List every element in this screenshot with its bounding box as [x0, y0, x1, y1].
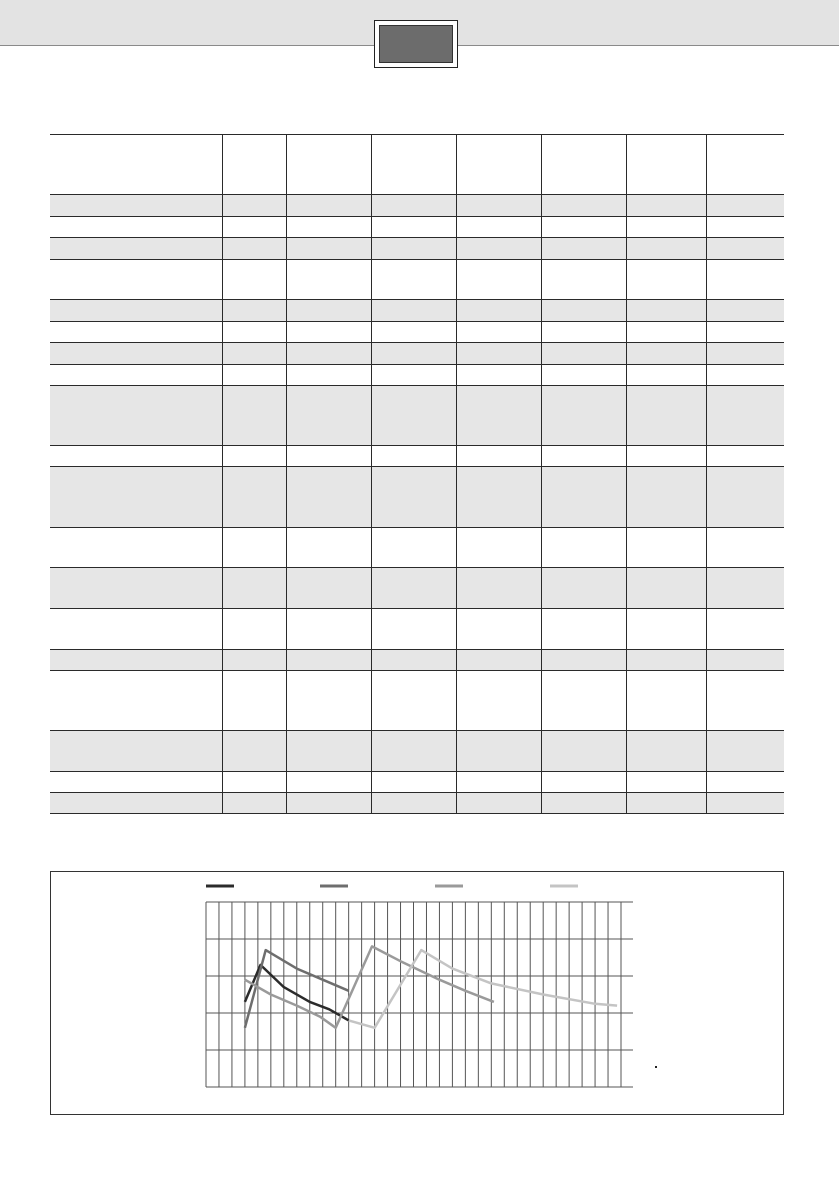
row-label-cell: [50, 609, 222, 650]
value-cell: [371, 772, 456, 793]
value-cell: [706, 568, 784, 609]
table-row: [50, 568, 784, 609]
value-cell: [541, 322, 626, 343]
value-cell: [371, 793, 456, 814]
value-cell: [706, 343, 784, 365]
value-cell: [626, 772, 706, 793]
row-label-cell: [50, 671, 222, 731]
table-row: [50, 671, 784, 731]
value-cell: [371, 135, 456, 195]
value-cell: [706, 467, 784, 528]
value-cell: [626, 467, 706, 528]
value-cell: [706, 365, 784, 386]
value-cell: [222, 671, 286, 731]
footnote-mark: [655, 1066, 657, 1068]
table-row: [50, 467, 784, 528]
table-row: [50, 365, 784, 386]
table-header-row: [50, 135, 784, 195]
value-cell: [286, 322, 371, 343]
table-row: [50, 731, 784, 772]
value-cell: [222, 731, 286, 772]
value-cell: [706, 609, 784, 650]
row-label-cell: [50, 568, 222, 609]
value-cell: [371, 260, 456, 300]
value-cell: [456, 260, 541, 300]
row-label-cell: [50, 793, 222, 814]
value-cell: [371, 650, 456, 671]
table-row: [50, 238, 784, 260]
value-cell: [222, 322, 286, 343]
table-row: [50, 300, 784, 322]
value-cell: [456, 609, 541, 650]
value-cell: [541, 731, 626, 772]
value-cell: [626, 793, 706, 814]
value-cell: [626, 238, 706, 260]
value-cell: [541, 217, 626, 238]
value-cell: [706, 238, 784, 260]
value-cell: [706, 260, 784, 300]
value-cell: [371, 300, 456, 322]
value-cell: [541, 343, 626, 365]
row-label-cell: [50, 731, 222, 772]
value-cell: [371, 528, 456, 568]
table-row: [50, 322, 784, 343]
specifications-table: [50, 134, 784, 814]
value-cell: [286, 343, 371, 365]
value-cell: [541, 238, 626, 260]
value-cell: [456, 217, 541, 238]
value-cell: [456, 365, 541, 386]
value-cell: [706, 671, 784, 731]
value-cell: [222, 217, 286, 238]
value-cell: [222, 135, 286, 195]
value-cell: [222, 609, 286, 650]
value-cell: [626, 217, 706, 238]
value-cell: [456, 195, 541, 217]
value-cell: [706, 446, 784, 467]
value-cell: [541, 195, 626, 217]
value-cell: [222, 793, 286, 814]
value-cell: [286, 772, 371, 793]
value-cell: [541, 528, 626, 568]
value-cell: [541, 609, 626, 650]
table-row: [50, 772, 784, 793]
value-cell: [456, 731, 541, 772]
table-row: [50, 195, 784, 217]
value-cell: [626, 671, 706, 731]
value-cell: [286, 609, 371, 650]
row-label-cell: [50, 300, 222, 322]
value-cell: [706, 793, 784, 814]
table-row: [50, 386, 784, 446]
value-cell: [626, 650, 706, 671]
value-cell: [706, 650, 784, 671]
row-label-cell: [50, 365, 222, 386]
value-cell: [371, 731, 456, 772]
value-cell: [286, 467, 371, 528]
value-cell: [286, 446, 371, 467]
value-cell: [626, 446, 706, 467]
value-cell: [456, 793, 541, 814]
value-cell: [222, 343, 286, 365]
value-cell: [456, 343, 541, 365]
row-label-cell: [50, 528, 222, 568]
value-cell: [541, 260, 626, 300]
value-cell: [456, 300, 541, 322]
row-label-cell: [50, 467, 222, 528]
value-cell: [456, 467, 541, 528]
table-row: [50, 217, 784, 238]
value-cell: [286, 195, 371, 217]
table-row: [50, 650, 784, 671]
value-cell: [456, 772, 541, 793]
value-cell: [541, 446, 626, 467]
performance-chart: [51, 872, 783, 1114]
table-row: [50, 793, 784, 814]
value-cell: [286, 650, 371, 671]
row-label-cell: [50, 446, 222, 467]
value-cell: [541, 650, 626, 671]
value-cell: [286, 386, 371, 446]
value-cell: [371, 671, 456, 731]
performance-chart-box: [50, 871, 784, 1115]
value-cell: [222, 528, 286, 568]
value-cell: [222, 568, 286, 609]
value-cell: [541, 386, 626, 446]
value-cell: [371, 195, 456, 217]
value-cell: [222, 300, 286, 322]
value-cell: [222, 238, 286, 260]
value-cell: [626, 731, 706, 772]
value-cell: [541, 793, 626, 814]
value-cell: [456, 650, 541, 671]
value-cell: [371, 343, 456, 365]
value-cell: [222, 650, 286, 671]
value-cell: [626, 260, 706, 300]
value-cell: [222, 772, 286, 793]
value-cell: [456, 568, 541, 609]
value-cell: [371, 386, 456, 446]
value-cell: [706, 731, 784, 772]
table-row: [50, 260, 784, 300]
value-cell: [286, 260, 371, 300]
value-cell: [456, 671, 541, 731]
value-cell: [371, 467, 456, 528]
value-cell: [286, 568, 371, 609]
value-cell: [371, 609, 456, 650]
value-cell: [626, 322, 706, 343]
row-label-cell: [50, 217, 222, 238]
value-cell: [706, 135, 784, 195]
value-cell: [626, 568, 706, 609]
table-row: [50, 609, 784, 650]
value-cell: [706, 195, 784, 217]
value-cell: [286, 300, 371, 322]
value-cell: [456, 322, 541, 343]
value-cell: [456, 238, 541, 260]
value-cell: [541, 467, 626, 528]
value-cell: [286, 793, 371, 814]
row-label-cell: [50, 238, 222, 260]
section-tab: [374, 20, 458, 68]
value-cell: [541, 300, 626, 322]
row-label-cell: [50, 260, 222, 300]
value-cell: [371, 322, 456, 343]
value-cell: [541, 365, 626, 386]
row-label-cell: [50, 135, 222, 195]
row-label-cell: [50, 322, 222, 343]
value-cell: [626, 195, 706, 217]
value-cell: [371, 238, 456, 260]
value-cell: [222, 446, 286, 467]
table-row: [50, 343, 784, 365]
value-cell: [371, 446, 456, 467]
value-cell: [222, 386, 286, 446]
value-cell: [706, 322, 784, 343]
value-cell: [626, 365, 706, 386]
table-row: [50, 446, 784, 467]
value-cell: [706, 386, 784, 446]
value-cell: [706, 300, 784, 322]
row-label-cell: [50, 343, 222, 365]
value-cell: [371, 568, 456, 609]
value-cell: [626, 609, 706, 650]
value-cell: [626, 528, 706, 568]
value-cell: [286, 217, 371, 238]
table-row: [50, 528, 784, 568]
value-cell: [456, 386, 541, 446]
value-cell: [706, 217, 784, 238]
value-cell: [286, 135, 371, 195]
value-cell: [541, 135, 626, 195]
value-cell: [286, 671, 371, 731]
value-cell: [541, 772, 626, 793]
value-cell: [222, 195, 286, 217]
value-cell: [626, 386, 706, 446]
value-cell: [371, 217, 456, 238]
value-cell: [286, 528, 371, 568]
value-cell: [286, 238, 371, 260]
value-cell: [286, 365, 371, 386]
value-cell: [456, 446, 541, 467]
row-label-cell: [50, 386, 222, 446]
row-label-cell: [50, 772, 222, 793]
value-cell: [456, 528, 541, 568]
value-cell: [541, 568, 626, 609]
value-cell: [706, 528, 784, 568]
section-tab-marker: [379, 25, 453, 63]
value-cell: [456, 135, 541, 195]
value-cell: [286, 731, 371, 772]
value-cell: [222, 260, 286, 300]
value-cell: [626, 135, 706, 195]
series-line: [349, 950, 617, 1028]
value-cell: [222, 467, 286, 528]
value-cell: [371, 365, 456, 386]
value-cell: [222, 365, 286, 386]
row-label-cell: [50, 195, 222, 217]
value-cell: [626, 300, 706, 322]
value-cell: [626, 343, 706, 365]
value-cell: [706, 772, 784, 793]
value-cell: [541, 671, 626, 731]
row-label-cell: [50, 650, 222, 671]
